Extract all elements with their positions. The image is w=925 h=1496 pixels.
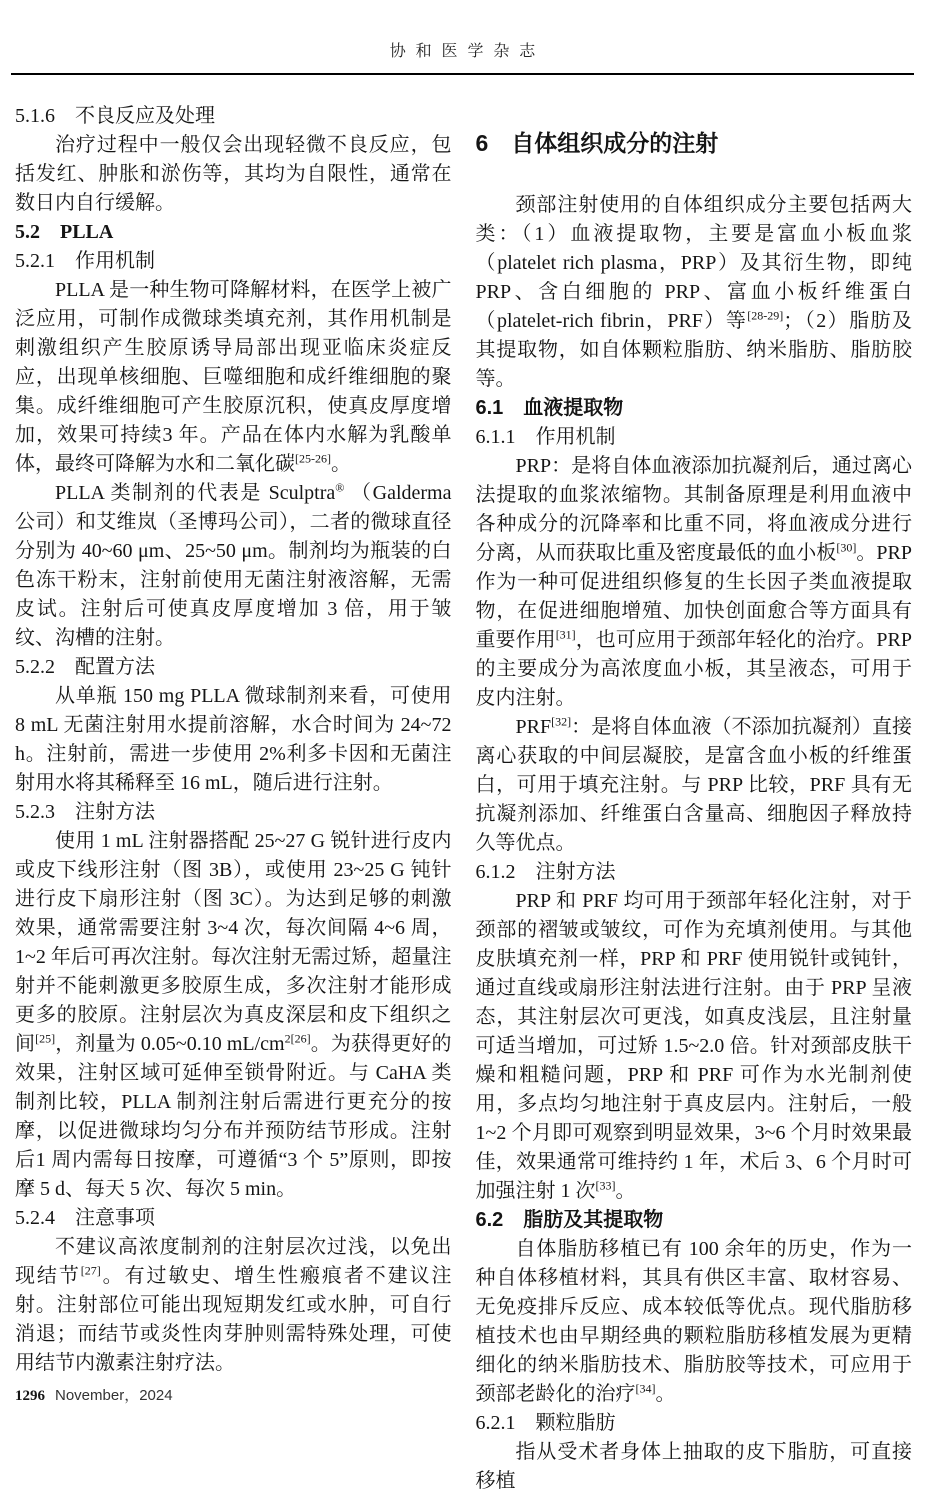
heading-6-1-1-mechanism: 6.1.1 作用机制 xyxy=(475,426,616,448)
reference-25-26: [25-26] xyxy=(295,451,331,466)
page-footer xyxy=(15,1384,173,1405)
paragraph-preparation xyxy=(15,682,452,798)
paragraph-plla-products xyxy=(15,479,452,653)
paragraph-text: 使用 1 mL 注射器搭配 25~27 G 锐针进行皮内或皮下线形注射（图 3B），或使用 23~25 G 钝针进行皮下扇形注射（图 3C）。为达到足够的刺激效果，通常需要注射 3~4 次，每次间隔 4~6 周，1~2 年后可再次注射。每次注射无需过矫，超量注射并不能刺激更多胶原生成，多次注射才能形成更多的胶原。注射层次为真皮深层和皮下组织之间 xyxy=(15,830,452,1055)
paragraph-prp-prf-injection xyxy=(476,887,913,1206)
paragraph-fat-grafting xyxy=(476,1235,913,1409)
paragraph-precautions xyxy=(15,1233,452,1378)
paragraph-text: 不建议高浓度制剂的注射层次过浅，以免出现结节 xyxy=(15,1236,452,1287)
paragraph-text: ：是将自体血液（不添加抗凝剂）直接离心获取的中间层凝胶，是富含血小板的纤维蛋白，可用于填充注射。与 PRP 比较，PRF 具有无抗凝剂添加、纤维蛋白含量高、细胞因子释放持久等优点。 xyxy=(475,716,912,854)
paragraph-text: 从单瓶 150 mg PLLA 微球制剂来看，可使用 8 mL 无菌注射用水提前溶解，水合时间为 24~72 h。注射前，需进一步使用 2%利多卡因和无菌注射用水将其稀释至 16 mL，随后进行注射。 xyxy=(15,685,452,794)
heading-5-2-3-injection-method: 5.2.3 注射方法 xyxy=(15,801,155,823)
heading-5-1-6-adverse-reactions: 5.1.6 不良反应及处理 xyxy=(15,105,215,127)
paragraph-text: ，也可应用于颈部年轻化的治疗。PRP 的主要成分为高浓度血小板，其呈液态，可用于皮内注射。 xyxy=(475,629,912,709)
paragraph-text: PRF xyxy=(515,716,552,738)
paragraph-text: 治疗过程中一般仅会出现轻微不良反应，包括发红、肿胀和淤伤等，其均为自限性，通常在数日内自行缓解。 xyxy=(15,134,452,214)
paragraph-prp-mechanism xyxy=(476,452,913,713)
paragraph-text: PRP：是将自体血液添加抗凝剂后，通过离心法提取的血浆浓缩物。其制备原理是利用血液中各种成分的沉降率和比重不同，将血液成分进行分离，从而获取比重及密度最低的血小板 xyxy=(475,455,912,564)
heading-5-2-1-mechanism: 5.2.1 作用机制 xyxy=(15,250,155,272)
reference-33: [33] xyxy=(595,1178,616,1193)
heading-6-autologous-tissue-injection: 6 自体组织成分的注射 xyxy=(475,130,719,156)
journal-title: 协和医学杂志 xyxy=(389,43,546,60)
two-column-body xyxy=(0,75,925,1496)
reference-25: [25] xyxy=(35,1031,56,1046)
reference-31: [31] xyxy=(555,627,576,642)
heading-5-2-4-precautions: 5.2.4 注意事项 xyxy=(15,1207,155,1229)
paragraph-plla-mechanism xyxy=(15,276,452,479)
reference-26-with-squared: 2[26] xyxy=(284,1031,311,1046)
paragraph-text: 指从受术者身体上抽取的皮下脂肪，可直接移植 xyxy=(475,1441,912,1492)
paragraph-text: ；（2）脂肪及其提取物，如自体颗粒脂肪、纳米脂肪、脂肪胶等。 xyxy=(475,310,913,390)
heading-6-1-blood-extracts: 6.1 血液提取物 xyxy=(475,397,624,419)
reference-30: [30] xyxy=(836,540,857,555)
paragraph-injection-method xyxy=(15,827,452,1204)
page-number: 1296 xyxy=(15,1388,45,1404)
page-header xyxy=(0,0,925,75)
registered-trademark-mark: ® xyxy=(335,480,345,495)
heading-6-2-1-granular-fat: 6.2.1 颗粒脂肪 xyxy=(475,1412,616,1434)
paragraph-adverse-reactions xyxy=(15,131,452,218)
paragraph-text: PLLA 类制剂的代表是 Sculptra xyxy=(55,482,336,504)
heading-5-2-plla: 5.2 PLLA xyxy=(15,221,114,243)
paragraph-autologous-overview xyxy=(476,191,913,394)
paragraph-text: 。 xyxy=(331,453,351,475)
paragraph-text: 。为获得更好的效果，注射区域可延伸至锁骨附近。与 CaHA 类制剂比较，PLLA 制剂注射后需进行更充分的按摩，以促进微球均匀分布并预防结节形成。注射后1 周内需每日按摩，可遵循“3 个 5”原则，即按摩 5 d、每天 5 次、每次 5 min。 xyxy=(15,1033,452,1200)
paragraph-text: PRP 和 PRF 均可用于颈部年轻化注射，对于颈部的褶皱或皱纹，可作为充填剂使用。与其他皮肤填充剂一样，PRP 和 PRF 使用锐针或钝针，通过直线或扇形注射法进行注射。由于 PRP 呈液态，其注射层次可更浅，如真皮浅层，且注射量可适当增加，可过矫 1.5~2.0 倍。针对颈部皮肤干燥和粗糙问题，PRP 和 PRF 可作为水光制剂使用，多点均匀地注射于真皮层内。注射后，一般 1~2 个月即可观察到明显效果，3~6 个月时效果最佳，效果通常可维持约 1 年，术后 3、6 个月时可加强注射 1 次 xyxy=(475,890,912,1202)
reference-34: [34] xyxy=(635,1381,656,1396)
paragraph-text: 。 xyxy=(615,1180,636,1202)
heading-6-2-fat-extracts: 6.2 脂肪及其提取物 xyxy=(475,1209,664,1231)
paragraph-text: PLLA 是一种生物可降解材料，在医学上被广泛应用，可制作成微球类填充剂，其作用机制是刺激组织产生胶原诱导局部出现亚临床炎症反应，出现单核细胞、巨噬细胞和成纤维细胞的聚集。成纤维细胞可产生胶原沉积，使真皮厚度增加，效果可持续3 年。产品在体内水解为乳酸单体，最终可降解为水和二氧化碳 xyxy=(15,279,452,475)
reference-28-29: [28-29] xyxy=(747,308,784,323)
paragraph-text: 。 xyxy=(655,1383,676,1405)
paragraph-text: 。有过敏史、增生性瘢痕者不建议注射。注射部位可能出现短期发红或水肿，可自行消退；而结节或炎性肉芽肿则需特殊处理，可使用结节内激素注射疗法。 xyxy=(15,1265,452,1374)
heading-6-1-2-injection-method: 6.1.2 注射方法 xyxy=(475,861,616,883)
reference-32: [32] xyxy=(551,714,572,729)
paragraph-text: 颈部注射使用的自体组织成分主要包括两大类：（1）血液提取物，主要是富血小板血浆（platelet rich plasma，PRP）及其衍生物，即纯 PRP、含白细胞的 PRP、富血小板纤维蛋白（platelet-rich fibrin，PRF）等 xyxy=(475,194,912,332)
left-column xyxy=(15,102,452,1496)
reference-27: [27] xyxy=(80,1263,101,1278)
paragraph-granular-fat xyxy=(476,1438,913,1496)
paragraph-text: 自体脂肪移植已有 100 余年的历史，作为一种自体移植材料，其具有供区丰富、取材容易、无免疫排斥反应、成本较低等优点。现代脂肪移植技术也由早期经典的颗粒脂肪移植发展为更精细化的纳米脂肪技术、脂肪胶等技术，可应用于颈部老龄化的治疗 xyxy=(475,1238,912,1405)
issue-date: November，2024 xyxy=(55,1387,173,1404)
right-column xyxy=(476,102,913,1496)
paragraph-text: 。PRP 作为一种可促进组织修复的生长因子类血液提取物，在促进细胞增殖、加快创面愈合等方面具有重要作用 xyxy=(475,542,913,651)
paragraph-text: （Galderma 公司）和艾维岚（圣博玛公司），二者的微球直径分别为 40~60 μm、25~50 μm。制剂均为瓶装的白色冻干粉末，注射前使用无菌注射液溶解，无需皮试。注射后可使真皮厚度增加 3 倍，用于皱纹、沟槽的注射。 xyxy=(15,482,452,649)
paragraph-prf-description xyxy=(476,713,913,858)
paragraph-text: ，剂量为 0.05~0.10 mL/cm xyxy=(55,1033,285,1055)
heading-5-2-2-preparation: 5.2.2 配置方法 xyxy=(15,656,155,678)
